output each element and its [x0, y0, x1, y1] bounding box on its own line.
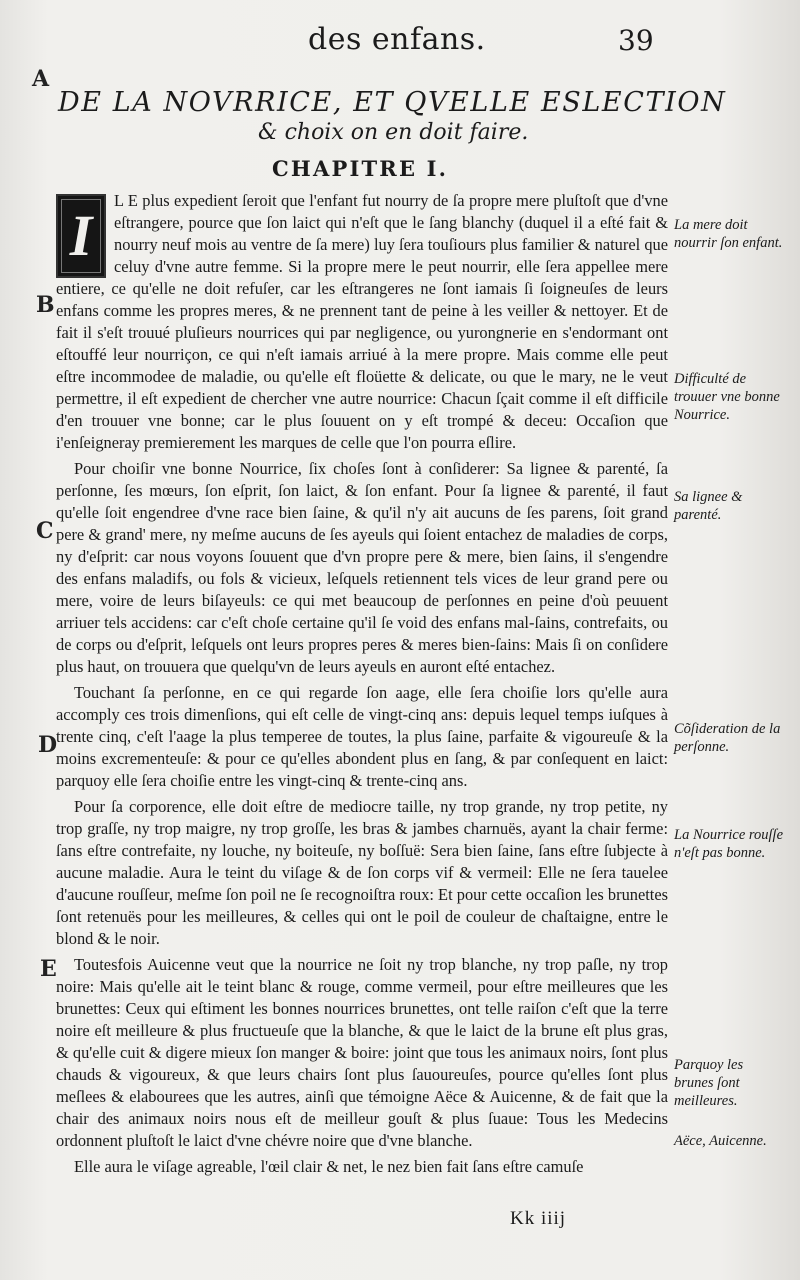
signature-mark: Kk iiij	[510, 1208, 567, 1229]
decorated-initial-icon: I	[56, 194, 106, 278]
paragraph: Pour ſa corporence, elle doit eſtre de mediocre taille, ny trop grande, ny trop petite, ny trop graſſe, ny trop maigre, ny trop groſſe, les bras & jambes charnuës, ayant la chair ferme: ſans eſtre contrefaite, ny louche, ny boiteuſe, ny boſſuë: Sera bien ſaine, ſans eſtre ſubjecte à aucune maladie. Aura le teint du viſage & de ſon corps vif & vermeil: Elle ne ſera tauelee d'aucune rouſſeur, meſme ſon poil ne ſe recognoiſtra roux: Et pour cette occaſion les brunettes ſont retenuës pour les meilleures, & celles qui ont le poil de couleur de chaſtaigne, entre le blond & le noir.	[56, 797, 668, 948]
running-title: des enfans.	[308, 22, 486, 57]
margin-note: Cõſideration de la perſonne.	[674, 721, 781, 755]
paragraph: Elle aura le viſage agreable, l'œil clair & net, le nez bien fait ſans eſtre camuſe	[74, 1157, 584, 1176]
section-marker-d: D	[38, 732, 58, 758]
section-marker-c: C	[36, 518, 54, 544]
body-text	[56, 190, 668, 1178]
running-head	[0, 22, 800, 62]
margin-note: Difficulté de trouuer vne bonne Nourrice.	[674, 371, 780, 423]
margin-note: La Nourrice rouſſe n'eſt pas bonne.	[674, 827, 784, 861]
section-marker-e: E	[40, 956, 57, 982]
paragraph: Touchant ſa perſonne, en ce qui regarde ſon aage, elle ſera choiſie lors qu'elle aura accomply ces trois dimenſions, qui eſt celle de vingt-cinq ans: depuis lequel temps iuſques à trente cinq, c'eſt l'aage la plus temperee de toutes, la plus ſaine, parfaite & vigoureuſe & la moins excrementeuſe: & pour ce qu'elles abondent plus en ſang, & par conſequent en laict: parquoy elle ſera choiſie entre les vingt-cinq & trente-cinq ans.	[56, 683, 668, 790]
paragraph	[56, 190, 668, 454]
paragraph-text: L E plus expedient ſeroit que l'enfant fut nourry de ſa propre mere pluſtoſt que d'vne eſtrangere, pource que ſon laict qui n'eſt que le ſang blanchy (duquel il a eſté fait & nourry neuf mois au ventre de ſa mere) luy ſera touſiours plus familier & naturel que celuy d'vne autre femme. Si la propre mere le peut nourrir, elle ſera appellee mere entiere, ce qu'elle ne doit refuſer, car les eſtrangeres ne ſont iamais ſi ſoigneuſes de leurs enfans comme les propres meres, & ne prennent tant de peine à les veiller & nettoyer. Et de fait il s'eſt trouué pluſieurs nourrices qui par negligence, ou yurongnerie en s'endormant ont eſtouffé leur nourriçon, ce qui n'eſt iamais arriué à la mere propre. Mais comme elle peut eſtre incommodee de maladie, ou qu'elle eſt floüette & delicate, ou que le mary, ne le veut permettre, il eſt expedient de chercher vne autre nourrice: Chacun ſçait comme il eſt difficile d'en trouuer vne bonne; car le plus ſouuent on y eſt trompé & deceu: Occaſion que i'enſeigneray premierement les marques de celle que l'on pourra eſlire.	[56, 191, 668, 452]
margin-note: Sa lignee & parenté.	[674, 489, 743, 523]
margin-note: Parquoy les brunes ſont meilleures.	[674, 1057, 744, 1109]
chapter-heading: DE LA NOVRRICE, ET QVELLE ESLECTION	[58, 87, 727, 118]
paragraph: Pour choiſir vne bonne Nourrice, ſix choſes ſont à conſiderer: Sa lignee & parenté, ſa perſonne, ſes mœurs, ſon eſprit, ſon laict, & ſon enfant. Pour ſa lignee & parenté, il faut qu'elle ſoit engendree d'vne race bien ſaine, & qu'il n'y ait aucuns de ſes parens, ſoit grand pere & grand' mere, ny meſme aucuns de ſes ayeuls qui ſoient entachez de maladies de corps, ny d'eſprit: car nous voyons ſouuent que d'vn propre pere & mere, bien ſains, il s'engendre des enfans maladifs, ou fols & vicieux, leſquels retiennent tels vices de leur grand pere ou mere, voire de leurs biſayeuls: ce qui met beaucoup de perſonnes en peine d'où peuuent arriuer tels accidens: car c'eſt choſe certaine qu'il ſe void des enfans mal-ſains, contrefaits, ou de corps ou d'eſprit, leſquels ont leurs propres peres & meres bien-ſains: Mais ſi on conſidere plus haut, on trouuera que quelqu'vn de leurs ayeuls en auront eſté entachez.	[56, 459, 668, 676]
chapter-label: CHAPITRE I.	[272, 156, 449, 181]
section-marker-b: B	[36, 292, 55, 318]
page-number: 39	[618, 24, 654, 57]
section-marker-a: A	[32, 66, 50, 92]
chapter-subheading: & choix on en doit faire.	[258, 120, 529, 145]
paragraph: Toutesfois Auicenne veut que la nourrice ne ſoit ny trop blanche, ny trop paſle, ny trop noire: Mais qu'elle ait le teint blanc & rouge, comme vermeil, pour eſtre meilleures que les brunettes: Ceux qui eſtiment les bonnes nourrices brunettes, ont telle raiſon c'eſt que la terre noire eſt meilleure & plus fructueuſe que la blanche, & que le laict de la brune eſt plus gras, & qu'elle cuit & digere mieux ſon manger & boire: joint que tous les animaux noirs, ſont plus chauds & vigoureux, & que leurs chairs ſont plus ſauoureuſes, pource qu'elles ſont plus meſlees & elabourees que les autres, ainſi que témoigne Aëce & Auicenne, & de fait que la chair des animaux noirs nous eſt de meilleur gouſt & plus ſuaue: Tous les Medecins ordonnent pluſtoſt le laict d'vne chévre noire que d'vne blanche.	[56, 955, 668, 1150]
margin-note: La mere doit nourrir ſon enfant.	[674, 217, 783, 251]
margin-note: Aëce, Auicenne.	[674, 1133, 767, 1149]
